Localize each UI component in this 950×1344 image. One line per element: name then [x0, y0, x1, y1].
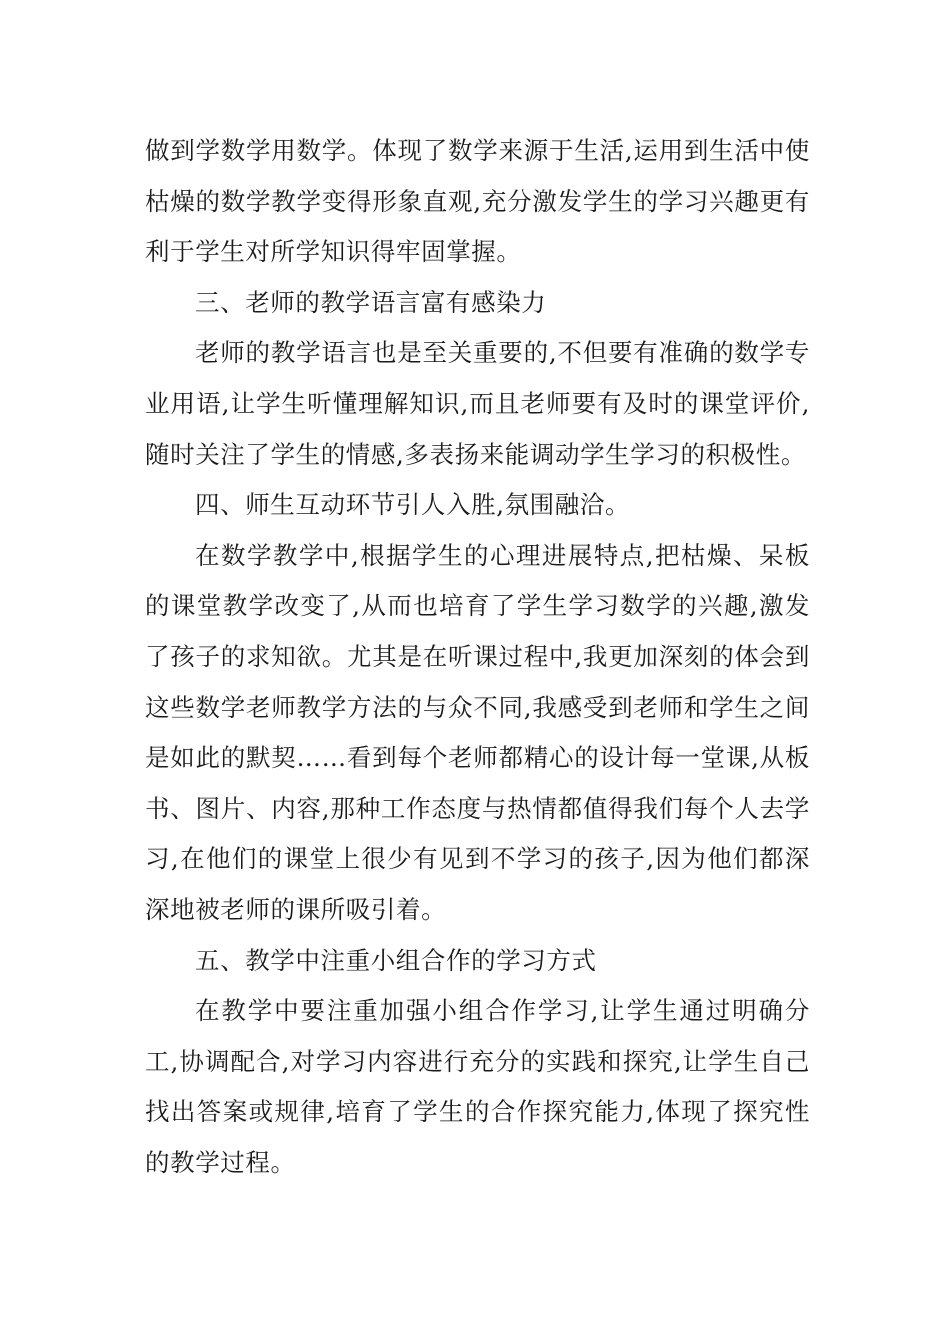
- section-heading-3: 三、老师的教学语言富有感染力: [195, 287, 547, 317]
- document-body: [145, 126, 810, 1188]
- section-heading-5: 五、教学中注重小组合作的学习方式: [195, 945, 597, 975]
- paragraph-continuation: 做到学数学用数学。体现了数学来源于生活,运用到生活中使枯燥的数学教学变得形象直观,充分激发学生的学习兴趣更有利于学生对所学知识得牢固掌握。: [145, 136, 810, 267]
- section-heading-4: 四、师生互动环节引人入胜,氛围融洽。: [195, 490, 631, 520]
- paragraph: 在教学中要注重加强小组合作学习,让学生通过明确分工,协调配合,对学习内容进行充分的实践和探究,让学生自己找出答案或规律,培育了学生的合作探究能力,体现了探究性的教学过程。: [145, 996, 810, 1177]
- paragraph: 老师的教学语言也是至关重要的,不但要有准确的数学专业用语,让学生听懂理解知识,而且老师要有及时的课堂评价,随时关注了学生的情感,多表扬来能调动学生学习的积极性。: [145, 338, 810, 469]
- paragraph: 在数学教学中,根据学生的心理进展特点,把枯燥、呆板的课堂教学改变了,从而也培育了学生学习数学的兴趣,激发了孩子的求知欲。尤其是在听课过程中,我更加深刻的体会到这些数学老师教学方法的与众不同,我感受到老师和学生之间是如此的默契……看到每个老师都精心的设计每一堂课,从板书、图片、内容,那种工作态度与热情都值得我们每个人去学习,在他们的课堂上很少有见到不学习的孩子,因为他们都深深地被老师的课所吸引着。: [145, 540, 810, 924]
